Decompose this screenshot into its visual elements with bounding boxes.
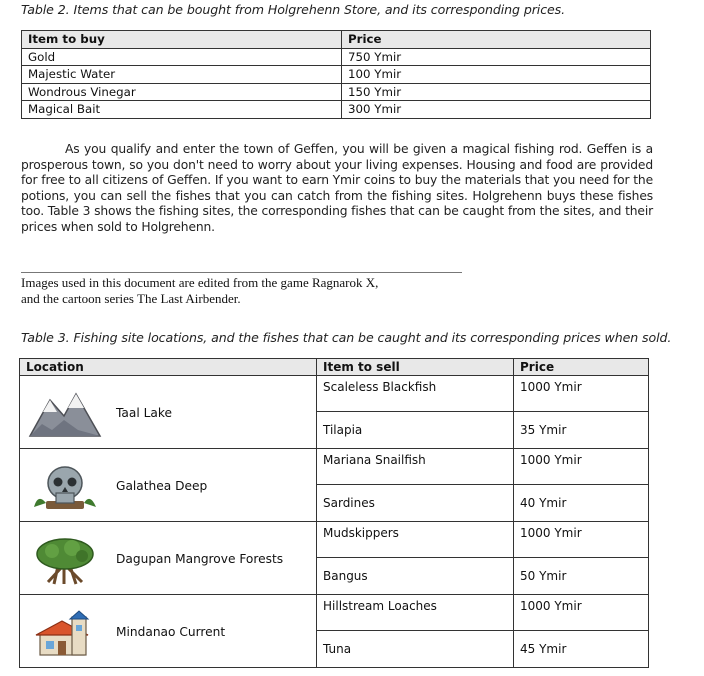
fish-name: Bangus [317,557,513,594]
fish-name: Hillstream Loaches [323,599,437,613]
table-row [22,48,651,66]
item-cell: Wondrous Vinegar [22,83,342,101]
location-cell [20,595,317,668]
location-cell [20,449,317,522]
footnote [21,275,378,307]
store-items-table [21,30,651,119]
mountain-icon [28,390,102,440]
header-price: Price [342,31,651,49]
fish-price: 45 Ymir [514,630,648,667]
item-cell: Majestic Water [22,66,342,84]
item-cell: Gold [22,48,342,66]
table-row [20,595,649,668]
table-row [22,66,651,84]
table-header-row [20,359,649,376]
footnote-line: and the cartoon series The Last Airbender. [21,291,241,306]
table-row [20,522,649,595]
fish-price: 1000 Ymir [520,453,582,467]
table2-caption: Table 2. Items that can be bought from Holgrehenn Store, and its corresponding prices. [21,2,566,17]
body-paragraph [21,142,653,236]
table-row [22,83,651,101]
paragraph-text: As you qualify and enter the town of Geffen, you will be given a magical fishing rod. Geffen is a prosperous town, so you don't need to worry about your living expenses. Housing and food are provided for free to all citizens of Geffen. If you want to earn Ymir coins to buy the materials that you need for the potions, you can sell the fishes that you can catch from the fishing sites. Holgrehenn buys these fishes too. Table 3 shows the fishing sites, the corresponding fishes that can be caught from the sites, and their prices when sold to Holgrehenn. [21,142,653,234]
items-cell [317,449,514,522]
table-header-row [22,31,651,49]
table-row [20,449,649,522]
skull-rock-icon [28,463,102,513]
mangrove-tree-icon [28,536,102,586]
fish-price: 50 Ymir [514,557,648,594]
fish-name: Mudskippers [323,526,399,540]
prices-cell [514,376,649,449]
fish-name: Mariana Snailfish [323,453,426,467]
fish-price: 1000 Ymir [520,599,582,613]
location-name: Mindanao Current [116,625,226,639]
location-cell [20,376,317,449]
fish-name: Tuna [317,630,513,667]
fish-price: 35 Ymir [514,411,648,448]
header-item: Item to buy [22,31,342,49]
prices-cell [514,522,649,595]
prices-cell [514,595,649,668]
items-cell [317,595,514,668]
fish-price: 1000 Ymir [520,526,582,540]
table3-caption: Table 3. Fishing site locations, and the fishes that can be caught and its corresponding prices when sold. [21,330,672,345]
price-cell: 100 Ymir [342,66,651,84]
fish-name: Tilapia [317,411,513,448]
price-cell: 750 Ymir [342,48,651,66]
location-name: Taal Lake [116,406,173,420]
location-cell [20,522,317,595]
price-cell: 300 Ymir [342,101,651,119]
price-cell: 150 Ymir [342,83,651,101]
items-cell [317,376,514,449]
prices-cell [514,449,649,522]
building-icon [28,609,102,659]
fish-name: Scaleless Blackfish [323,380,437,394]
fish-price: 1000 Ymir [520,380,582,394]
item-cell: Magical Bait [22,101,342,119]
location-name: Galathea Deep [116,479,208,493]
table-row [20,376,649,449]
header-item-to-sell: Item to sell [317,359,514,376]
footnote-line: Images used in this document are edited from the game Ragnarok X, [21,275,379,290]
table-row [22,101,651,119]
fish-price: 40 Ymir [514,484,648,521]
items-cell [317,522,514,595]
fish-name: Sardines [317,484,513,521]
fishing-sites-table [19,358,649,668]
location-name: Dagupan Mangrove Forests [116,552,284,566]
footnote-divider [21,272,462,273]
header-price: Price [514,359,649,376]
header-location: Location [20,359,317,376]
